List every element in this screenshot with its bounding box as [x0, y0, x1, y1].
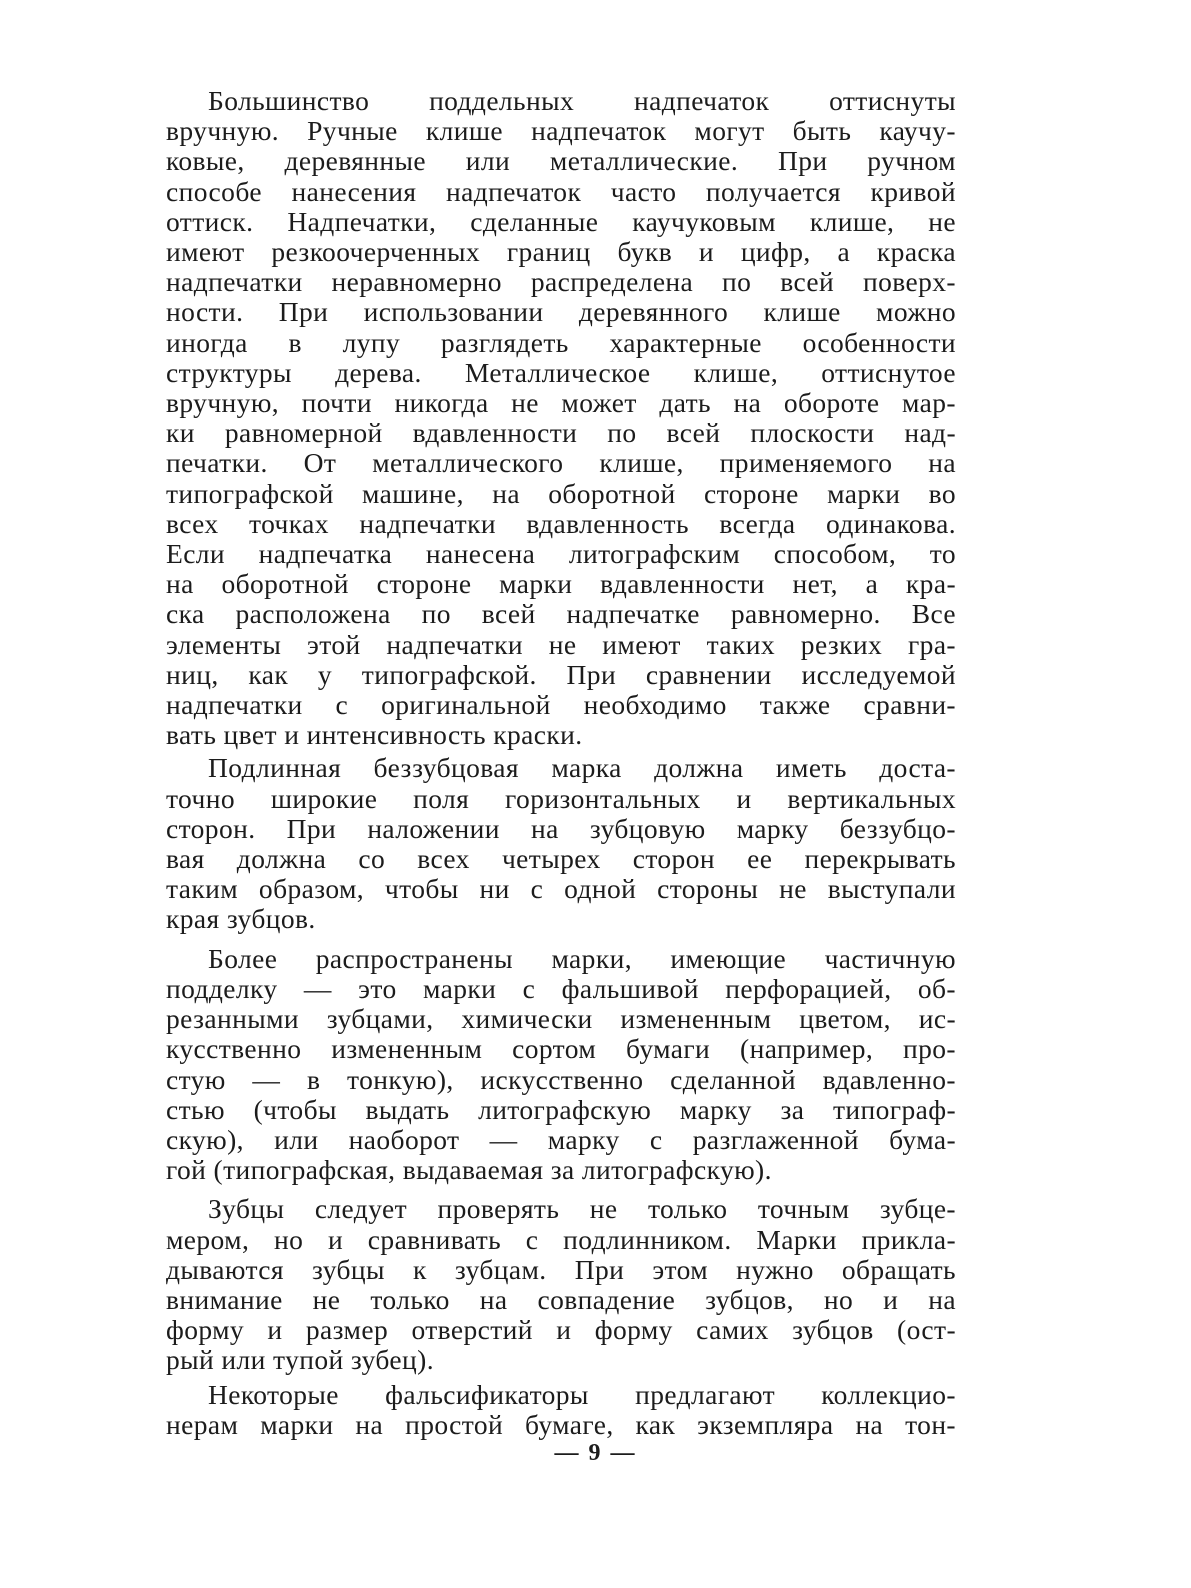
text-line: скую), или наоборот — марку с разглаженной бума- [166, 1123, 956, 1155]
text-line: таким образом, чтобы ни с одной стороны не выступали [166, 873, 956, 905]
paragraph-partial-forgery [166, 944, 956, 1186]
text-line: ки равномерной вдавленности по всей плоскости над- [166, 417, 956, 449]
text-line: Некоторые фальсификаторы предлагают коллекцио- [208, 1378, 956, 1410]
text-line: точно широкие поля горизонтальных и вертикальных [166, 782, 956, 814]
text-line: способе нанесения надпечаток часто получается кривой [166, 175, 956, 207]
text-line: края зубцов. [166, 903, 316, 935]
text-line: Более распространены марки, имеющие частичную [208, 942, 956, 974]
text-line: резанными зубцами, химически измененным цветом, ис- [166, 1003, 956, 1035]
text-line: стью (чтобы выдать литографскую марку за типограф- [166, 1093, 956, 1125]
paragraph-falsifiers [166, 1380, 956, 1440]
paragraph-overprints [166, 86, 956, 750]
text-line: надпечатки с оригинальной необходимо также сравни- [166, 689, 956, 721]
text-line: всех точках надпечатки вдавленность всегда одинакова. [166, 507, 956, 539]
text-line: Большинство поддельных надпечаток оттиснуты [208, 85, 956, 116]
text-line: ности. При использовании деревянного клише можно [166, 296, 956, 328]
text-line: вручную, почти никогда не может дать на обороте мар- [166, 387, 956, 419]
text-line: элементы этой надпечатки не имеют таких резких гра- [166, 628, 956, 660]
text-line: типографской машине, на оборотной стороне марки во [166, 477, 956, 509]
text-line: рый или тупой зубец). [166, 1344, 434, 1376]
text-line: форму и размер отверстий и форму самих зубцов (ост- [166, 1314, 956, 1346]
page-number: — 9 — [554, 1440, 637, 1466]
text-line: ниц, как у типографской. При сравнении исследуемой [166, 658, 956, 690]
text-line: на оборотной стороне марки вдавленности нет, а кра- [166, 568, 956, 600]
text-line: сторон. При наложении на зубцовую марку беззубцо- [166, 812, 956, 844]
text-line: имеют резкоочерченных границ букв и цифр, а краска [166, 236, 956, 268]
text-line: Подлинная беззубцовая марка должна иметь доста- [208, 752, 956, 784]
text-line: нерам марки на простой бумаге, как экземпляра на тон- [166, 1408, 956, 1440]
text-line: вручную. Ручные клише надпечаток могут быть каучу- [166, 115, 956, 147]
text-line: вая должна со всех четырех сторон ее перекрывать [166, 843, 956, 875]
text-line: подделку — это марки с фальшивой перфорацией, об- [166, 972, 956, 1004]
text-line: Если надпечатка нанесена литографским способом, то [166, 538, 956, 570]
text-line: надпечатки неравномерно распределена по всей поверх- [166, 266, 956, 298]
text-line: дываются зубцы к зубцам. При этом нужно обращать [166, 1253, 956, 1285]
text-line: вать цвет и интенсивность краски. [166, 719, 583, 751]
text-line: оттиск. Надпечатки, сделанные каучуковым клише, не [166, 205, 956, 237]
text-line: иногда в лупу разглядеть характерные особенности [166, 326, 956, 358]
body-text [166, 86, 956, 1440]
text-line: ковые, деревянные или металлические. При ручном [166, 145, 956, 177]
paragraph-imperforate [166, 753, 956, 934]
text-line: Зубцы следует проверять не только точным зубце- [208, 1193, 956, 1225]
text-line: кусственно измененным сортом бумаги (например, про- [166, 1033, 956, 1065]
text-line: структуры дерева. Металлическое клише, оттиснутое [166, 356, 956, 388]
text-line: внимание не только на совпадение зубцов, но и на [166, 1283, 956, 1315]
text-line: стую — в тонкую), искусственно сделанной вдавленно- [166, 1063, 956, 1095]
text-line: гой (типографская, выдаваемая за литографскую). [166, 1154, 772, 1186]
paragraph-perforation-check [166, 1194, 956, 1375]
text-line: мером, но и сравнивать с подлинником. Марки прикла- [166, 1223, 956, 1255]
text-line: ска расположена по всей надпечатке равномерно. Все [166, 598, 956, 630]
text-line: печатки. От металлического клише, применяемого на [166, 447, 956, 479]
